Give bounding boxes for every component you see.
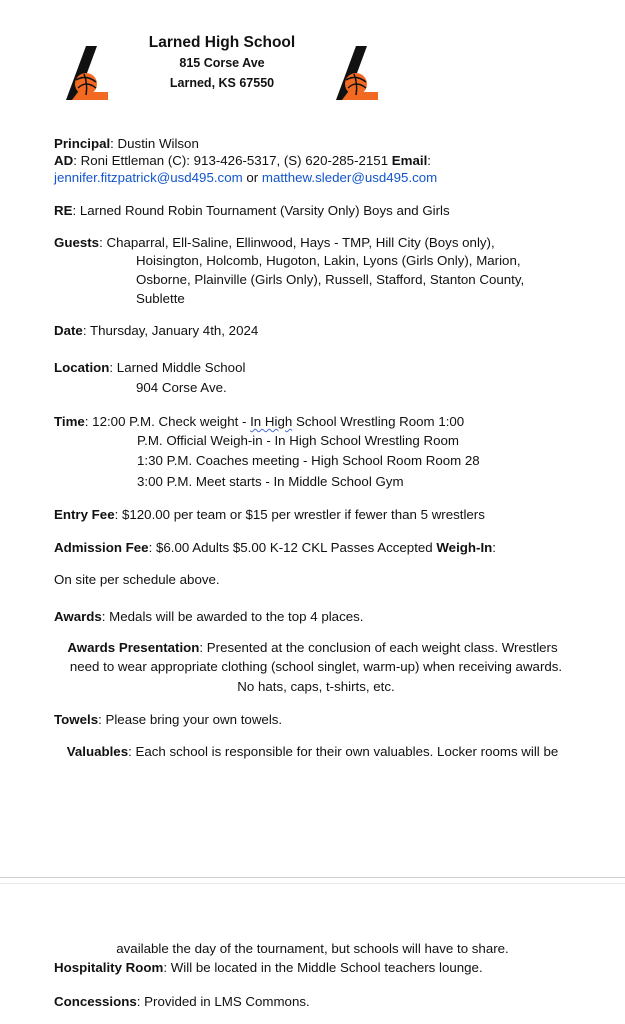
address-line-2: Larned, KS 67550 <box>169 76 275 90</box>
re-line <box>54 203 450 218</box>
awards-line <box>54 609 363 624</box>
school-logo-left <box>64 44 110 100</box>
awards-presentation-line-1 <box>0 640 625 655</box>
date-line <box>54 323 258 338</box>
guests-label: Guests <box>54 235 100 250</box>
page-break-bottom <box>0 883 625 884</box>
email-link-2[interactable]: matthew.sleder@usd495.com <box>261 170 438 185</box>
guests-line-2: Hoisington, Holcomb, Hugoton, Lakin, Lyons (Girls Only), Marion, <box>136 253 521 268</box>
location-label: Location <box>54 360 110 375</box>
time-value-1b: In High <box>250 414 293 429</box>
time-line-4: 3:00 P.M. Meet starts - In Middle School Gym <box>137 474 404 489</box>
towels-value: : Please bring your own towels. <box>98 712 283 727</box>
ad-value: : Roni Ettleman (C): 913-426-5317, (S) 620-285-2151 <box>73 153 392 168</box>
awards-presentation-value-1: : Presented at the conclusion of each weight class. Wrestlers <box>199 640 558 655</box>
school-name: Larned High School <box>148 34 296 51</box>
hospitality-label: Hospitality Room <box>54 960 164 975</box>
weigh-in-colon: : <box>492 540 496 555</box>
awards-value: : Medals will be awarded to the top 4 places. <box>101 609 364 624</box>
school-logo-right <box>334 44 380 100</box>
time-value-1c: School Wrestling Room 1:00 <box>292 414 465 429</box>
awards-presentation-label: Awards Presentation <box>67 640 200 655</box>
principal-line <box>54 136 199 151</box>
concessions-line <box>54 994 310 1009</box>
entry-fee-label: Entry Fee <box>54 507 115 522</box>
valuables-continued: available the day of the tournament, but schools will have to share. <box>116 941 509 956</box>
hospitality-value: : Will be located in the Middle School teachers lounge. <box>163 960 483 975</box>
admission-label: Admission Fee <box>54 540 149 555</box>
time-line-2: P.M. Official Weigh-in - In High School Wrestling Room <box>137 433 459 448</box>
ad-line <box>54 153 431 168</box>
admission-value: : $6.00 Adults $5.00 K-12 CKL Passes Accepted <box>148 540 437 555</box>
awards-presentation-line-3: No hats, caps, t-shirts, etc. <box>237 679 395 694</box>
date-label: Date <box>54 323 83 338</box>
towels-line <box>54 712 282 727</box>
re-value: : Larned Round Robin Tournament (Varsity Only) Boys and Girls <box>72 203 450 218</box>
guests-value-1: : Chaparral, Ell-Saline, Ellinwood, Hays - TMP, Hill City (Boys only), <box>99 235 495 250</box>
onsite-line: On site per schedule above. <box>54 572 220 587</box>
guests-line-1 <box>54 235 495 250</box>
location-value-1: : Larned Middle School <box>109 360 246 375</box>
concessions-value: : Provided in LMS Commons. <box>136 994 310 1009</box>
email-label: Email <box>391 153 428 168</box>
page-break-top <box>0 877 625 878</box>
principal-label: Principal <box>54 136 111 151</box>
guests-line-3: Osborne, Plainville (Girls Only), Russell, Stafford, Stanton County, <box>136 272 525 287</box>
admission-line <box>54 540 496 555</box>
time-line-1 <box>54 414 464 429</box>
principal-value: : Dustin Wilson <box>110 136 199 151</box>
time-value-1a: : 12:00 P.M. Check weight - <box>84 414 251 429</box>
location-line-2: 904 Corse Ave. <box>136 380 227 395</box>
email-link-1[interactable]: jennifer.fitzpatrick@usd495.com <box>54 170 243 185</box>
email-colon: : <box>427 153 431 168</box>
location-line-1 <box>54 360 245 375</box>
entry-fee-line <box>54 507 485 522</box>
valuables-line <box>0 744 625 759</box>
weigh-in-label: Weigh-In <box>436 540 493 555</box>
address-line-1: 815 Corse Ave <box>179 56 265 70</box>
concessions-label: Concessions <box>54 994 137 1009</box>
entry-fee-value: : $120.00 per team or $15 per wrestler if fewer than 5 wrestlers <box>114 507 485 522</box>
date-value: : Thursday, January 4th, 2024 <box>82 323 259 338</box>
ad-label: AD <box>54 153 74 168</box>
email-or: or <box>242 170 262 185</box>
towels-label: Towels <box>54 712 99 727</box>
guests-line-4: Sublette <box>136 291 185 306</box>
time-label: Time <box>54 414 85 429</box>
valuables-value: : Each school is responsible for their own valuables. Locker rooms will be <box>128 744 559 759</box>
hospitality-line <box>54 960 483 975</box>
awards-presentation-line-2: need to wear appropriate clothing (school singlet, warm-up) when receiving awards. <box>69 659 563 674</box>
awards-label: Awards <box>54 609 102 624</box>
valuables-label: Valuables <box>66 744 129 759</box>
re-label: RE <box>54 203 73 218</box>
time-line-3: 1:30 P.M. Coaches meeting - High School Room Room 28 <box>137 453 480 468</box>
email-line <box>54 170 437 185</box>
